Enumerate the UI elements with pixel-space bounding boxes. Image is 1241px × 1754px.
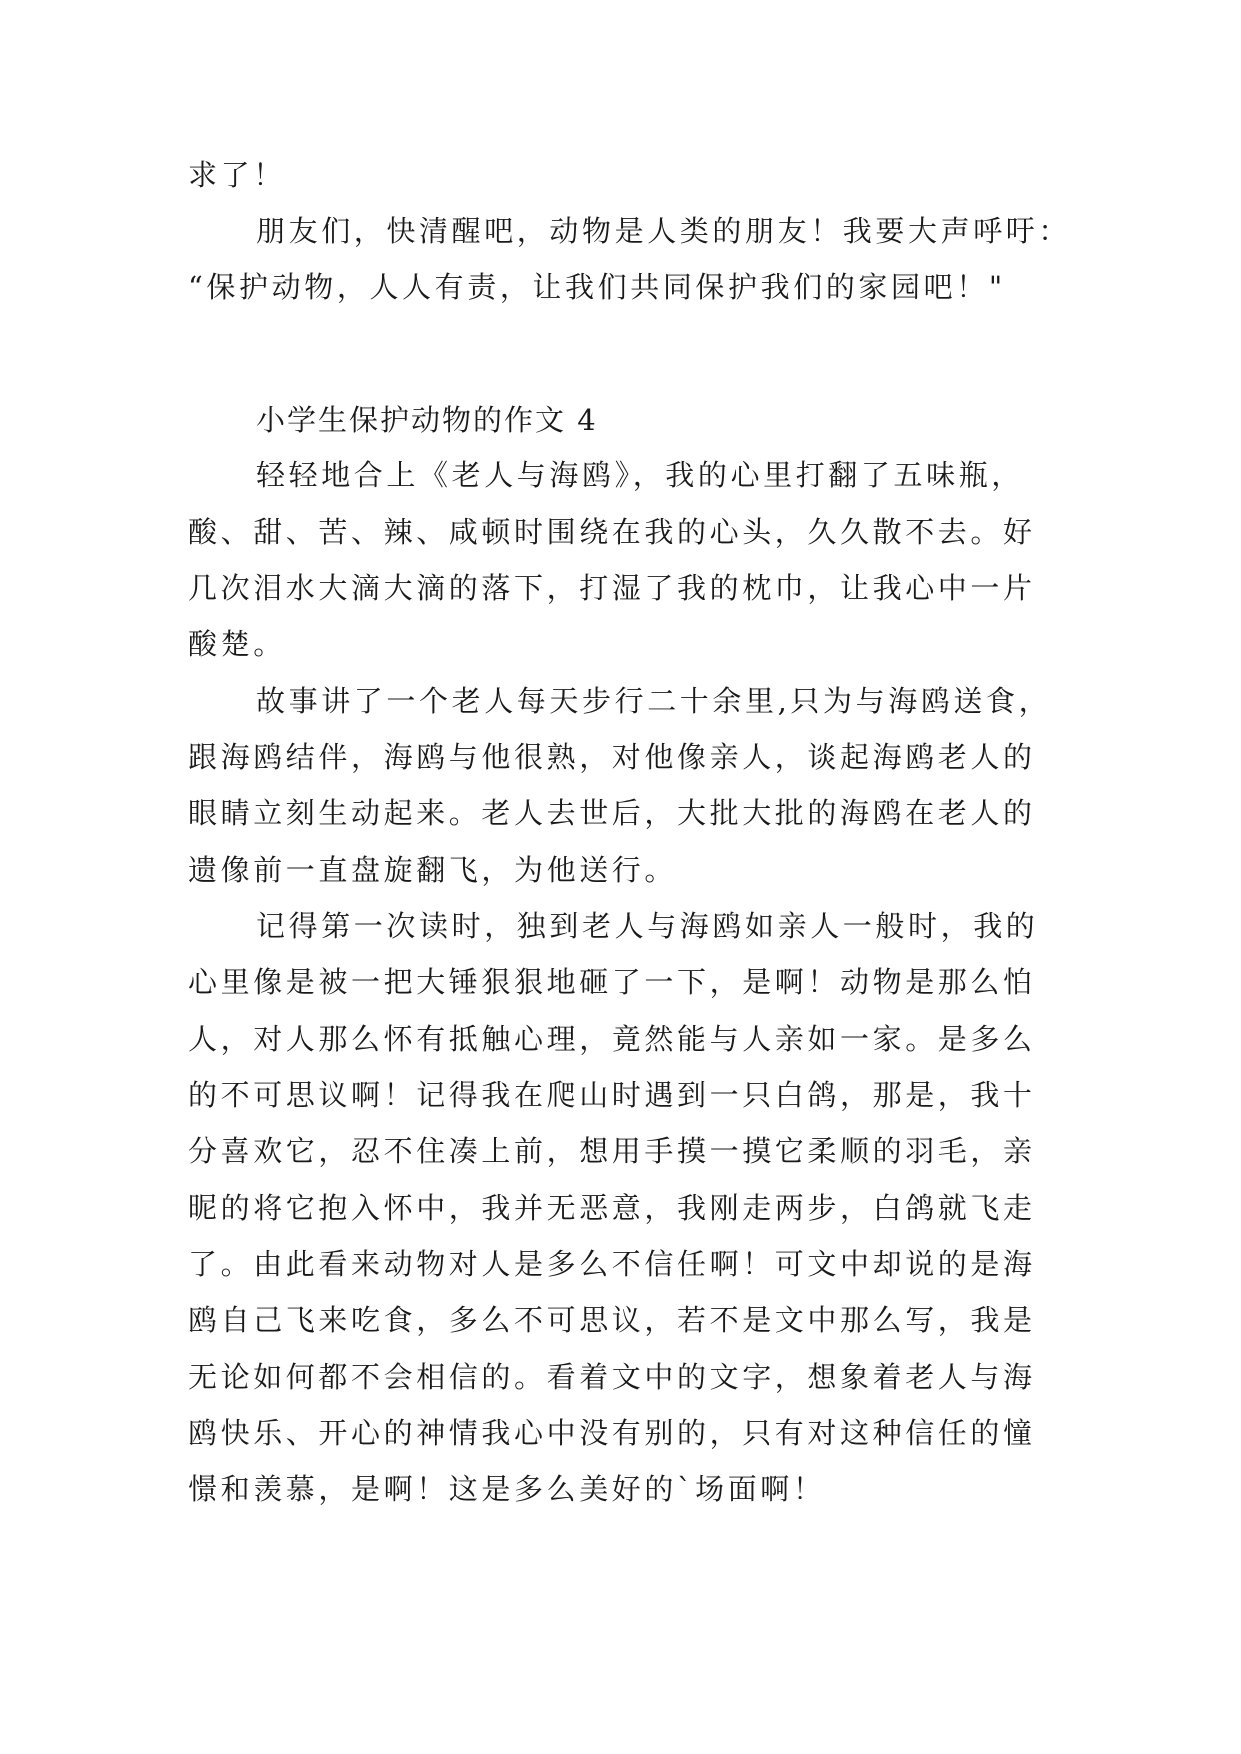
text-line: 酸、甜、苦、辣、咸顿时围绕在我的心头，久久散不去。好 [188, 515, 1036, 549]
text-line: 了。由此看来动物对人是多么不信任啊！可文中却说的是海 [188, 1247, 1036, 1281]
text-line: 几次泪水大滴大滴的落下，打湿了我的枕巾，让我心中一片 [188, 571, 1036, 605]
text-line: 昵的将它抱入怀中，我并无恶意，我刚走两步，白鸽就飞走 [188, 1191, 1036, 1225]
text-line: 分喜欢它，忍不住凑上前，想用手摸一摸它柔顺的羽毛，亲 [188, 1134, 1036, 1168]
paragraph-line: 朋友们，快清醒吧，动物是人类的朋友！我要大声呼吁： [256, 214, 1072, 248]
paragraph-line: 轻轻地合上《老人与海鸥》，我的心里打翻了五味瓶， [256, 458, 1024, 492]
text-line: 眼睛立刻生动起来。老人去世后，大批大批的海鸥在老人的 [188, 796, 1036, 830]
text-line: 鸥快乐、开心的神情我心中没有别的，只有对这种信任的憧 [188, 1416, 1036, 1450]
text-line: 心里像是被一把大锤狠狠地砸了一下，是啊！动物是那么怕 [188, 965, 1036, 999]
text-line: “保护动物，人人有责，让我们共同保护我们的家园吧！" [188, 270, 1006, 304]
text-line: 跟海鸥结伴，海鸥与他很熟，对他像亲人，谈起海鸥老人的 [188, 740, 1036, 774]
text-line: 人，对人那么怀有抵触心理，竟然能与人亲如一家。是多么 [188, 1022, 1036, 1056]
text-line: 鸥自己飞来吃食，多么不可思议，若不是文中那么写，我是 [188, 1303, 1036, 1337]
text-line: 憬和羡慕，是啊！这是多么美好的`场面啊！ [188, 1472, 826, 1506]
text-line: 遗像前一直盘旋翻飞，为他送行。 [188, 853, 678, 887]
text-line: 求了！ [188, 158, 286, 192]
paragraph-line: 记得第一次读时，独到老人与海鸥如亲人一般时，我的 [256, 909, 1039, 943]
section-title: 小学生保护动物的作文 4 [256, 403, 598, 437]
paragraph-line: 故事讲了一个老人每天步行二十余里,只为与海鸥送食， [256, 684, 1052, 718]
text-line: 的不可思议啊！记得我在爬山时遇到一只白鸽，那是，我十 [188, 1078, 1036, 1112]
text-line: 酸楚。 [188, 627, 286, 661]
text-line: 无论如何都不会相信的。看着文中的文字，想象着老人与海 [188, 1360, 1036, 1394]
